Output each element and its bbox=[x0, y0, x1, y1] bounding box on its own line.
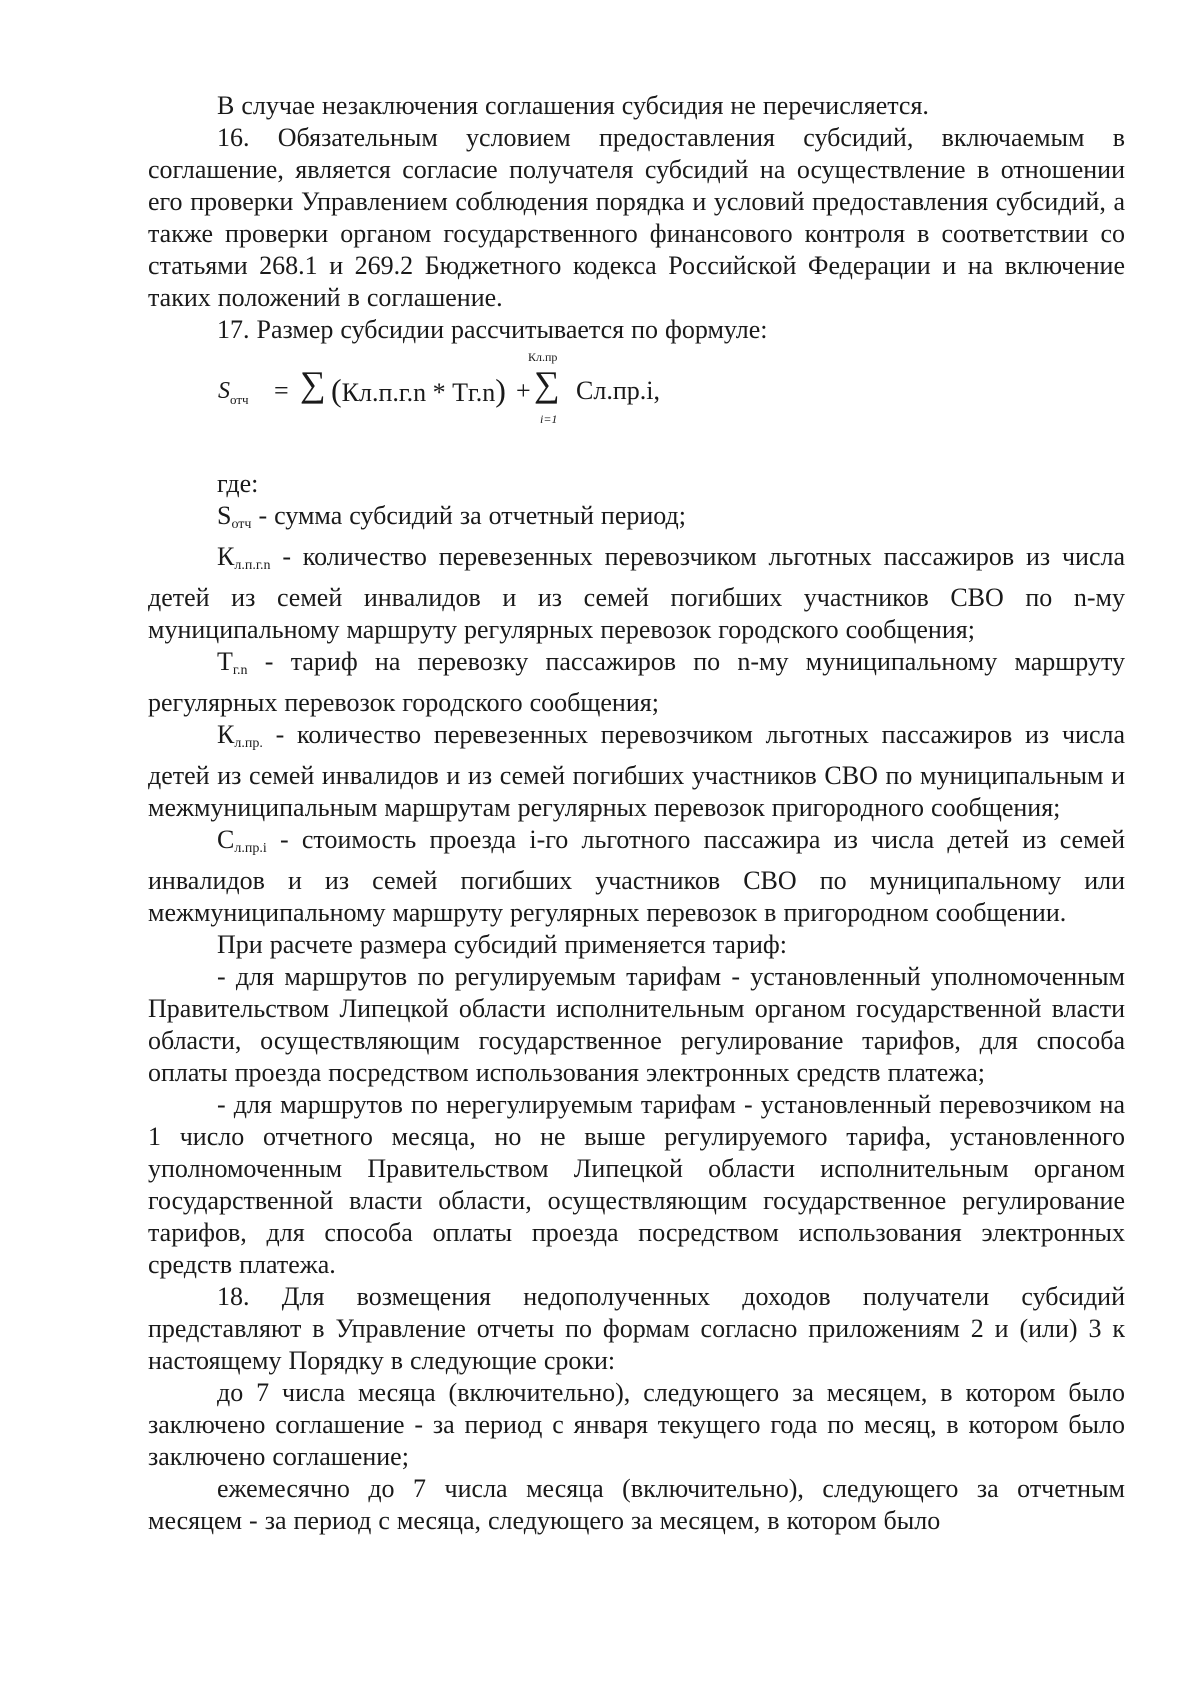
definition-s-otch: $S_{отч}$ - сумма субсидий за отчетный период; bbox=[217, 501, 687, 532]
formula-term-1: (Кл.п.г.n * Тг.n) bbox=[331, 372, 506, 408]
definition-t-gn: $Т_{г.n}$ - тариф на перевозку пассажиров по n-му муниципальному маршруту регулярных перевозок городского сообщения; bbox=[148, 647, 1125, 717]
formula-upper-limit: Кл.пр bbox=[528, 350, 558, 364]
formula-s-label: $S_{отч}$ bbox=[218, 378, 249, 407]
tariff-unregulated: - для маршрутов по нерегулируемым тарифам - установленный перевозчиком на 1 число отчетного месяца, но не выше регулируемого тарифа, установленного уполномоченным Правительством Липецкой области исполнительным органом государственной власти области, осуществляющим государственное регулирование тарифов, для способа оплаты проезда посредством использования электронных средств платежа. bbox=[148, 1090, 1125, 1279]
definition-k-lpgn: $К_{л.п.г.n}$ - количество перевезенных перевозчиком льготных пассажиров из числа детей из семей инвалидов и из семей погибших участников СВО по n-му муниципальному маршруту регулярных перевозок городского сообщения; bbox=[148, 542, 1125, 644]
paragraph-no-agreement: В случае незаключения соглашения субсидия не перечисляется. bbox=[217, 91, 929, 120]
formula-term-2: Сл.пр.i, bbox=[576, 376, 660, 405]
tariff-regulated: - для маршрутов по регулируемым тарифам - установленный уполномоченным Правительством Липецкой области исполнительным органом государственной власти области, осуществляющим государственное регулирование тарифов, для способа оплаты проезда посредством использования электронных средств платежа; bbox=[148, 962, 1125, 1087]
tariff-intro: При расчете размера субсидий применяется тариф: bbox=[217, 930, 787, 959]
formula-lower-limit: i=1 bbox=[540, 412, 558, 426]
paragraph-18: 18. Для возмещения недополученных доходов получатели субсидий представляют в Управление отчеты по формам согласно приложениям 2 и (или) 3 к настоящему Порядку в следующие сроки: bbox=[148, 1282, 1125, 1375]
formula-plus: + bbox=[516, 376, 531, 405]
where-label: где: bbox=[217, 469, 259, 498]
formula-sum-symbol-2: ∑ bbox=[534, 364, 560, 404]
formula-equals: = bbox=[274, 376, 289, 405]
formula-sum-symbol-1: ∑ bbox=[300, 364, 326, 404]
paragraph-17: 17. Размер субсидии рассчитывается по формуле: bbox=[217, 315, 768, 344]
deadline-first: до 7 числа месяца (включительно), следующего за месяцем, в котором было заключено соглашение - за период с января текущего года по месяц, в котором было заключено соглашение; bbox=[148, 1378, 1125, 1471]
definition-c-lpri: $С_{л.пр.i}$ - стоимость проезда i-го льготного пассажира из числа детей из семей инвалидов и из семей погибших участников СВО по муниципальному или межмуниципальному маршруту регулярных перевозок в пригородном сообщении. bbox=[148, 825, 1125, 927]
deadline-monthly: ежемесячно до 7 числа месяца (включительно), следующего за отчетным месяцем - за период с месяца, следующего за месяцем, в котором было bbox=[148, 1474, 1125, 1535]
subsidy-formula bbox=[148, 350, 1125, 460]
paragraph-16: 16. Обязательным условием предоставления субсидий, включаемым в соглашение, является согласие получателя субсидий на осуществление в отношении его проверки Управлением соблюдения порядка и условий предоставления субсидий, а также проверки органом государственного финансового контроля в соответствии со статьями 268.1 и 269.2 Бюджетного кодекса Российской Федерации и на включение таких положений в соглашение. bbox=[148, 123, 1125, 312]
definition-k-lpr: $К_{л.пр.}$ - количество перевезенных перевозчиком льготных пассажиров из числа детей из семей инвалидов и из семей погибших участников СВО по муниципальным и межмуниципальным маршрутам регулярных перевозок пригородного сообщения; bbox=[148, 720, 1125, 822]
